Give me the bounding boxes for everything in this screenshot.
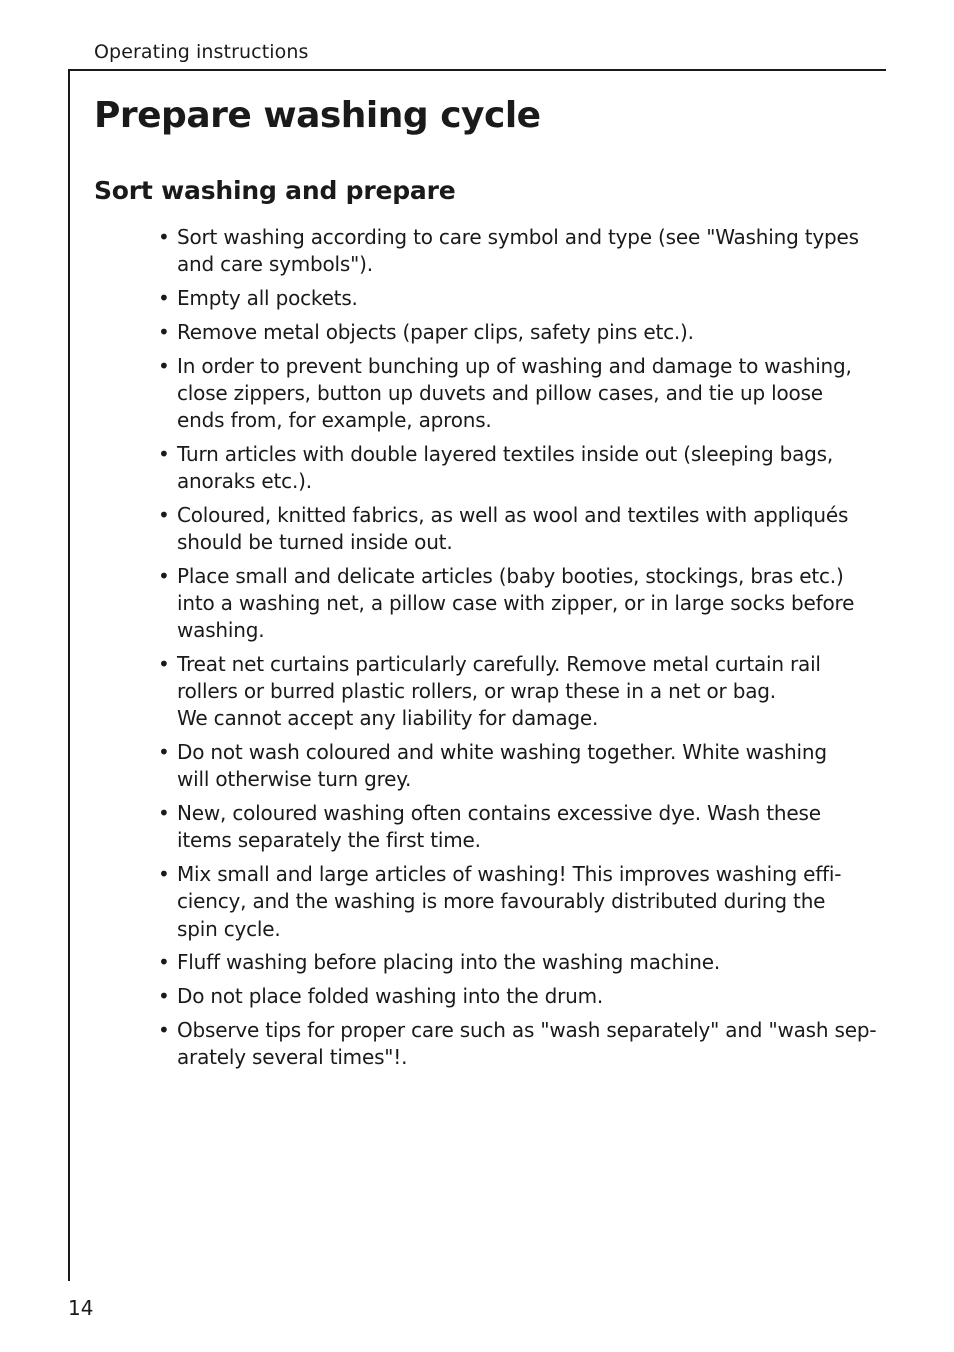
list-item-text: Remove metal objects (paper clips, safety pins etc.). xyxy=(177,319,694,344)
list-item xyxy=(158,651,878,733)
bullet-glyph: • xyxy=(158,1018,170,1042)
list-item-text: Mix small and large articles of washing! This improves washing effi- ciency, and the washing is more favourably distributed during the spin cycle. xyxy=(177,862,842,941)
bullet-glyph: • xyxy=(158,740,170,765)
list-item xyxy=(158,353,878,435)
bullet-glyph: • xyxy=(158,502,170,527)
header-rule xyxy=(68,69,886,71)
list-item-text: Place small and delicate articles (baby booties, stockings, bras etc.) into a washing net, a pillow case with zipper, or in large socks before washing. xyxy=(177,563,855,643)
list-item-text: Fluff washing before placing into the washing machine. xyxy=(177,950,721,975)
section-title: Sort washing and prepare xyxy=(94,176,456,205)
list-item xyxy=(158,563,878,645)
list-item-text: New, coloured washing often contains excessive dye. Wash these items separately the first time. xyxy=(177,801,821,853)
list-item-text: Sort washing according to care symbol and type (see "Washing types and care symbols"). xyxy=(177,225,859,277)
bullet-glyph: • xyxy=(158,563,170,588)
bullet-glyph: • xyxy=(158,319,170,344)
running-head: Operating instructions xyxy=(94,41,309,63)
list-item xyxy=(158,1017,878,1071)
list-item-text: Empty all pockets. xyxy=(177,286,358,310)
bullet-glyph: • xyxy=(158,652,170,676)
list-item-text: Do not wash coloured and white washing together. White washing will otherwise turn grey. xyxy=(177,740,827,792)
list-item xyxy=(158,285,878,312)
list-item xyxy=(158,861,878,943)
list-item xyxy=(158,319,878,346)
page-number: 14 xyxy=(68,1296,94,1320)
list-item xyxy=(158,800,878,854)
list-item xyxy=(158,224,878,278)
bullet-glyph: • xyxy=(158,353,170,378)
page-title: Prepare washing cycle xyxy=(94,95,541,136)
bullet-list xyxy=(158,224,878,1078)
bullet-glyph: • xyxy=(158,286,170,310)
bullet-glyph: • xyxy=(158,950,170,975)
list-item xyxy=(158,739,878,793)
list-item xyxy=(158,502,878,556)
bullet-glyph: • xyxy=(158,801,170,826)
bullet-glyph: • xyxy=(158,862,170,887)
bullet-glyph: • xyxy=(158,225,170,249)
list-item-text: Turn articles with double layered textiles inside out (sleeping bags, anoraks etc.). xyxy=(177,441,834,493)
list-item xyxy=(158,983,878,1010)
list-item-text: Do not place folded washing into the drum. xyxy=(177,984,604,1009)
list-item xyxy=(158,441,878,495)
list-item-text: Coloured, knitted fabrics, as well as wool and textiles with appliqués should be turned inside out. xyxy=(177,502,849,554)
list-item-text: Observe tips for proper care such as "wash separately" and "wash sep- arately several times"!. xyxy=(177,1018,877,1070)
list-item-text: Treat net curtains particularly carefully. Remove metal curtain rail rollers or burred plastic rollers, or wrap these in a net or bag. We cannot accept any liability for damage. xyxy=(177,652,821,731)
bullet-glyph: • xyxy=(158,984,170,1009)
margin-rule xyxy=(68,69,70,1281)
list-item-text: In order to prevent bunching up of washing and damage to washing, close zippers, button up duvets and pillow cases, and tie up loose ends from, for example, aprons. xyxy=(177,353,852,432)
bullet-glyph: • xyxy=(158,441,170,466)
list-item xyxy=(158,949,878,976)
